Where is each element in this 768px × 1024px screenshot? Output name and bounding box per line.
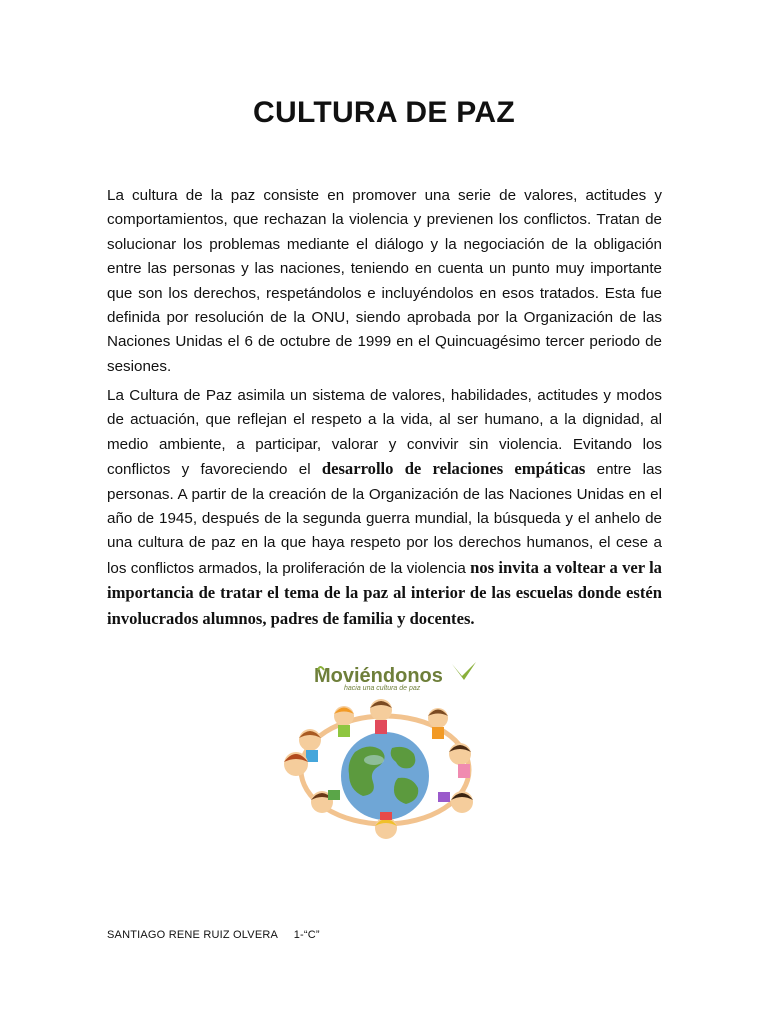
paragraph-text: La Cultura de Paz asimila un sistema de valores, habilidades, actitudes y modos de actuación, que reflejan el respeto a la vida, al ser humano, a la dignidad, al medio ambiente, a participar, valorar y convivir sin violencia. Evitando los conflictos y favoreciendo el [107,387,662,479]
author-name: SANTIAGO RENE RUIZ OLVERA [107,929,278,941]
peace-illustration [262,652,508,842]
page-title: CULTURA DE PAZ [253,96,515,129]
paragraph-text: entre las personas. A partir de la creación de la Organización de las Naciones Unidas en el año de 1945, después de la segunda guerra mundial, la búsqueda y el anhelo de una cultura de paz en la que haya respeto por los derechos humanos, el cese a los conflictos armados, la proliferación de la violencia [107,461,662,577]
bold-phrase: desarrollo de relaciones empáticas [321,459,586,479]
group-label: 1-“C” [293,929,320,941]
check-icon [452,662,476,680]
logo-tagline: hacia una cultura de paz [344,685,421,692]
moviendonos-logo [314,662,476,692]
paragraph-intro: La cultura de la paz consiste en promover una serie de valores, actitudes y comportamientos, que rechazan la violencia y previenen los conflictos. Tratan de solucionar los problemas mediante el diálogo y la negociación de la obligación entre las personas y las naciones, teniendo en cuenta un punto muy importante que son los derechos, respetándolos e incluyéndolos en esos tratados. Esta fue definida por resolución de la ONU, siendo aprobada por la Organización de las Naciones Unidas el 6 de octubre de 1999 en el Quincuagésimo tercer periodo de sesiones. [107,187,662,375]
bold-phrase: nos invita a voltear a ver la importancia de tratar el tema de la paz al interior de las escuelas donde estén involucrados alumnos, padres de familia y docentes. [107,557,662,628]
globe-icon [341,732,429,820]
paragraph-culture [107,384,662,632]
footer [107,929,320,941]
logo-brand: Moviéndonos [314,665,443,687]
children-around-globe-image [262,652,508,842]
